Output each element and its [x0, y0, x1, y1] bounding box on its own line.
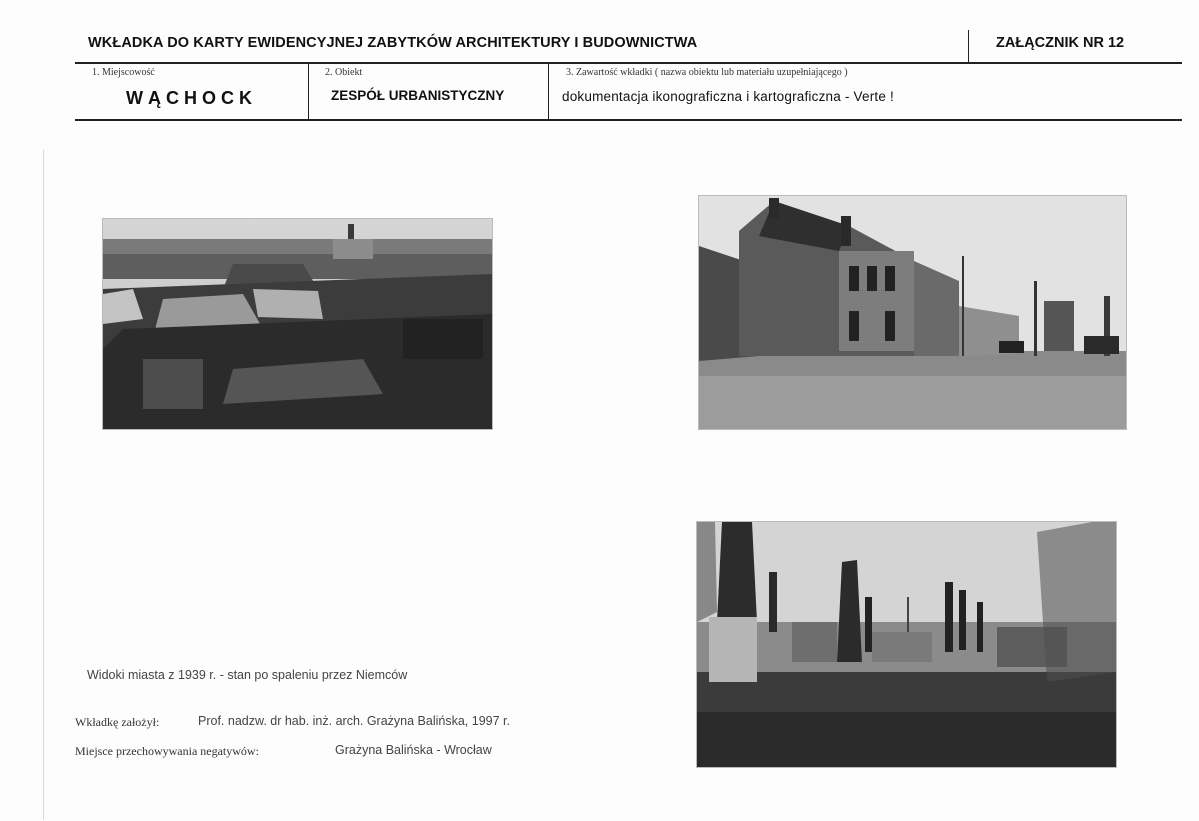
photo-ruins	[696, 521, 1117, 768]
founder-label: Wkładkę założył:	[75, 715, 160, 729]
negatives-value: Grażyna Balińska - Wrocław	[335, 743, 492, 757]
photo-street-view	[698, 195, 1127, 430]
photo-town-panorama	[102, 218, 493, 430]
scan-margin-line	[43, 150, 44, 820]
annex-number: ZAŁĄCZNIK NR 12	[996, 35, 1125, 51]
field-divider-1	[308, 63, 309, 120]
place-label: 1. Miejscowość	[92, 67, 155, 78]
founder-value: Prof. nadzw. dr hab. inż. arch. Grażyna Balińska, 1997 r.	[198, 714, 510, 728]
photos-caption: Widoki miasta z 1939 r. - stan po spaleniu przez Niemców	[87, 668, 408, 682]
content-value: dokumentacja ikonograficzna i kartograficzna - Verte !	[562, 89, 894, 104]
header-divider	[968, 30, 969, 62]
place-value: WĄCHOCK	[126, 88, 257, 108]
header-rule-top	[75, 62, 1182, 64]
object-label: 2. Obiekt	[325, 67, 363, 78]
header-rule-bottom	[75, 119, 1182, 121]
object-value: ZESPÓŁ URBANISTYCZNY	[331, 88, 505, 103]
form-title: WKŁADKA DO KARTY EWIDENCYJNEJ ZABYTKÓW ARCHITEKTURY I BUDOWNICTWA	[88, 35, 698, 51]
negatives-label: Miejsce przechowywania negatywów:	[75, 744, 259, 758]
field-divider-2	[548, 63, 549, 120]
content-label: 3. Zawartość wkładki ( nazwa obiektu lub materiału uzupełniającego )	[566, 67, 848, 78]
